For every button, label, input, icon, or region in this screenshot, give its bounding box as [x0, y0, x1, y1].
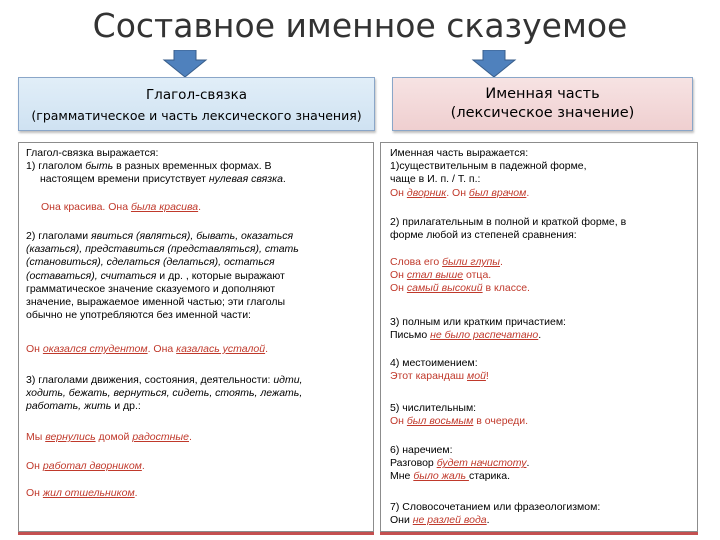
linking-verb-header — [18, 77, 375, 131]
linking-verb-subtitle: (грамматическое и часть лексического значения) — [31, 108, 362, 123]
nominal-part-section-6: 6) наречием: Разговор будет начистоту. Мне было жаль старика. — [390, 444, 530, 483]
nominal-part-panel — [380, 142, 698, 532]
arrow-down-icon — [471, 50, 517, 78]
nominal-part-subtitle: (лексическое значение) — [450, 105, 635, 121]
nominal-part-section-4: 4) местоимением: Этот карандаш мой! — [390, 357, 489, 383]
linking-verb-example-1: Она красива. Она была красива. — [41, 201, 202, 213]
linking-verb-section-2: 2) глаголами явиться (являться), бывать, оказаться (казаться), представиться (представляться), стать (становиться), сделаться (делаться), остаться (оставаться), считаться и др. , которые выражают грамматическое значение сказуемого и дополняют значение, выражаемое именной частью; эти глаголы обычно не употребляются без именной части: — [26, 230, 299, 322]
nominal-part-example-2: Слова его были глупы. Он стал выше отца. Он самый высокий в классе. — [390, 256, 530, 295]
nominal-part-section-1: Именная часть выражается: 1)существительным в падежной форме, чаще в И. п. / Т. п.: Он дворник. Он был врачом. — [390, 147, 587, 199]
linking-verb-title: Глагол-связка — [145, 87, 248, 103]
linking-verb-example-2: Он оказался студентом. Она казалась усталой. — [26, 343, 269, 355]
arrow-down-icon — [162, 50, 208, 78]
linking-verb-section-1: Глагол-связка выражается: 1) глаголом быть в разных временных формах. В настоящем времени присутствует нулевая связка. — [26, 147, 286, 186]
nominal-part-section-5: 5) числительным: Он был восьмым в очереди. — [390, 402, 529, 428]
linking-verb-example-3: Мы вернулись домой радостные. — [26, 431, 192, 443]
linking-verb-example-4: Он работал дворником. — [26, 460, 145, 472]
nominal-part-section-2: 2) прилагательным в полной и краткой форме, в форме любой из степеней сравнения: — [390, 216, 627, 242]
linking-verb-example-5: Он жил отшельником. — [26, 487, 138, 499]
linking-verb-panel — [18, 142, 374, 532]
nominal-part-section-7: 7) Словосочетанием или фразеологизмом: Они не разлей вода. — [390, 501, 601, 527]
linking-verb-section-3: 3) глаголами движения, состояния, деятельности: идти, ходить, бежать, вернуться, сидеть, стоять, лежать, работать, жить и др.: — [26, 374, 303, 413]
nominal-part-header — [392, 77, 693, 131]
nominal-part-title: Именная часть — [485, 86, 600, 102]
page-title: Составное именное сказуемое — [92, 6, 628, 45]
nominal-part-section-3: 3) полным или кратким причастием: Письмо не было распечатано. — [390, 316, 566, 342]
